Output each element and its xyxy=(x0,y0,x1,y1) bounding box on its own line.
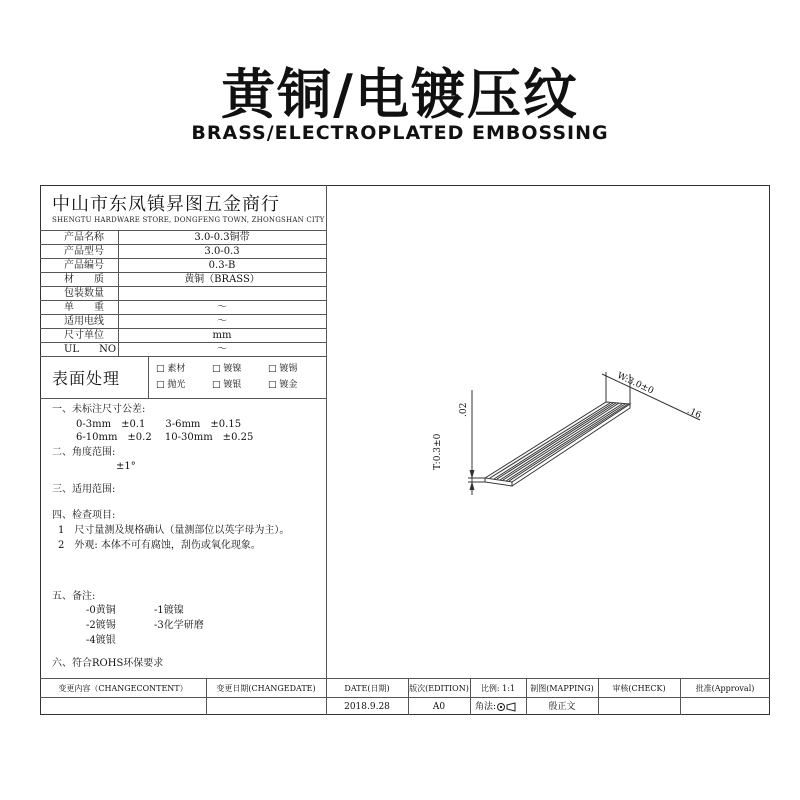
note-tolerance-title: 一、未标注尺寸公差: xyxy=(52,404,146,415)
angle-method-label: 角法: xyxy=(475,702,497,712)
surface-option-polish[interactable] xyxy=(156,379,185,391)
spec-row-divider xyxy=(40,300,326,301)
spec-label-number: 产品编号 xyxy=(64,260,104,271)
checkbox-icon: □ xyxy=(156,380,165,390)
note-inspect-2: 2 外观: 本体不可有腐蚀，刮伤或氧化现象。 xyxy=(58,540,261,551)
footer-drafter-value: 殷正文 xyxy=(548,702,576,712)
strip-body xyxy=(485,402,630,486)
spec-value-wire: ～ xyxy=(217,316,227,327)
spec-label-wire: 适用电线 xyxy=(64,316,104,327)
spec-label-model: 产品型号 xyxy=(64,246,104,257)
surface-option-nickel[interactable] xyxy=(212,363,241,375)
footer-angle-method xyxy=(475,701,516,713)
surface-treatment-label: 表面处理 xyxy=(52,369,121,388)
footer-header-check: 审核(CHECK) xyxy=(612,684,666,693)
projection-symbol-icon xyxy=(496,702,516,712)
spec-row-divider xyxy=(40,342,326,343)
spec-table-top xyxy=(40,230,326,231)
page-title: 黄铜/电镀压纹 xyxy=(221,63,579,126)
spec-value-weight: ～ xyxy=(217,302,227,313)
note-remark-5: -4镀银 xyxy=(86,635,116,646)
checkbox-icon: □ xyxy=(268,364,277,374)
surface-option-label: 镀银 xyxy=(223,380,242,390)
note-remark-1: -0黄铜 xyxy=(86,605,116,616)
spec-row-divider xyxy=(40,286,326,287)
checkbox-icon: □ xyxy=(212,364,221,374)
spec-label-unit: 尺寸单位 xyxy=(64,330,104,341)
note-remark-3: -2镀锡 xyxy=(86,620,116,631)
note-remark-title: 五、备注: xyxy=(52,591,96,602)
checkbox-icon: □ xyxy=(212,380,221,390)
company-name-en: SHENGTU HARDWARE STORE, DONGFENG TOWN, ZHONGSHAN CITY xyxy=(52,216,325,224)
note-remark-4: -3化学研磨 xyxy=(154,620,204,631)
thickness-dimension: T:0.3±0 xyxy=(433,433,443,470)
spec-row-divider xyxy=(40,314,326,315)
surface-label-divider xyxy=(148,356,149,398)
spec-row-divider xyxy=(40,244,326,245)
note-angle-title: 二、角度范围: xyxy=(52,447,116,458)
footer-date-value: 2018.9.28 xyxy=(344,702,390,712)
spec-label-package: 包装数量 xyxy=(64,288,104,299)
surface-option-silver[interactable] xyxy=(212,379,241,391)
note-remark-2: -1镀镍 xyxy=(154,605,184,616)
footer-header-mapping: 制图(MAPPING) xyxy=(530,684,594,693)
spec-value-number: 0.3-B xyxy=(208,260,236,271)
checkbox-icon: □ xyxy=(268,380,277,390)
footer-header-change-date: 变更日期(CHANGEDATE) xyxy=(216,684,316,693)
footer-header-approval: 批准(Approval) xyxy=(695,684,755,693)
surface-option-label: 镀金 xyxy=(279,380,298,390)
footer-divider xyxy=(40,697,770,698)
note-rohs: 六、符合ROHS环保要求 xyxy=(52,658,164,669)
surface-option-label: 镀镍 xyxy=(223,364,242,374)
footer-header-edition: 版次(EDITION) xyxy=(409,684,469,693)
spec-value-unit: mm xyxy=(212,330,232,341)
strip-drawing xyxy=(430,360,730,520)
footer-edition-value: A0 xyxy=(432,702,446,712)
thickness-tolerance: .02 xyxy=(459,402,469,417)
note-inspect-1: 1 尺寸量测及规格确认（量测部位以英字母为主）。 xyxy=(58,525,290,536)
spec-label-name: 产品名称 xyxy=(64,232,104,243)
surface-option-tin[interactable] xyxy=(268,363,297,375)
spec-label-material: 材 质 xyxy=(64,274,104,285)
footer-header-change-content: 变更内容（CHANGECONTENT） xyxy=(58,684,188,693)
note-scope-title: 三、适用范围: xyxy=(52,484,116,495)
spec-row-divider xyxy=(40,328,326,329)
spec-value-model: 3.0-0.3 xyxy=(204,246,240,257)
note-tolerance-1: 0-3mm ±0.1 3-6mm ±0.15 xyxy=(76,419,242,430)
surface-option-label: 抛光 xyxy=(167,380,186,390)
spec-label-ul: UL NO xyxy=(64,344,117,355)
width-dimension: W:3.0±0 xyxy=(615,370,656,397)
note-angle-value: ±1° xyxy=(116,461,136,472)
checkbox-icon: □ xyxy=(156,364,165,374)
surface-option-raw[interactable] xyxy=(156,363,185,375)
spec-value-ul: ～ xyxy=(217,344,227,355)
note-tolerance-2: 6-10mm ±0.2 10-30mm ±0.25 xyxy=(76,432,254,443)
column-divider xyxy=(326,185,327,678)
note-inspect-title: 四、检查项目: xyxy=(52,510,116,521)
surface-option-gold[interactable] xyxy=(268,379,297,391)
spec-value-material: 黄铜（BRASS） xyxy=(184,274,260,285)
surface-option-label: 镀锡 xyxy=(279,364,298,374)
footer-header-date: DATE(日期) xyxy=(344,684,390,693)
page-subtitle: BRASS/ELECTROPLATED EMBOSSING xyxy=(191,122,609,144)
spec-row-divider xyxy=(40,356,326,357)
spec-label-weight: 单 重 xyxy=(64,302,104,313)
spec-row-divider xyxy=(40,258,326,259)
company-name: 中山市东凤镇昇图五金商行 xyxy=(52,194,280,215)
footer-header-scale: 比例: 1:1 xyxy=(480,684,516,693)
surface-option-label: 素材 xyxy=(167,364,186,374)
footer-top xyxy=(40,678,770,679)
width-tolerance: .16 xyxy=(685,405,703,422)
spec-value-name: 3.0-0.3铜带 xyxy=(194,232,250,243)
surface-bottom xyxy=(40,398,326,399)
spec-row-divider xyxy=(40,272,326,273)
